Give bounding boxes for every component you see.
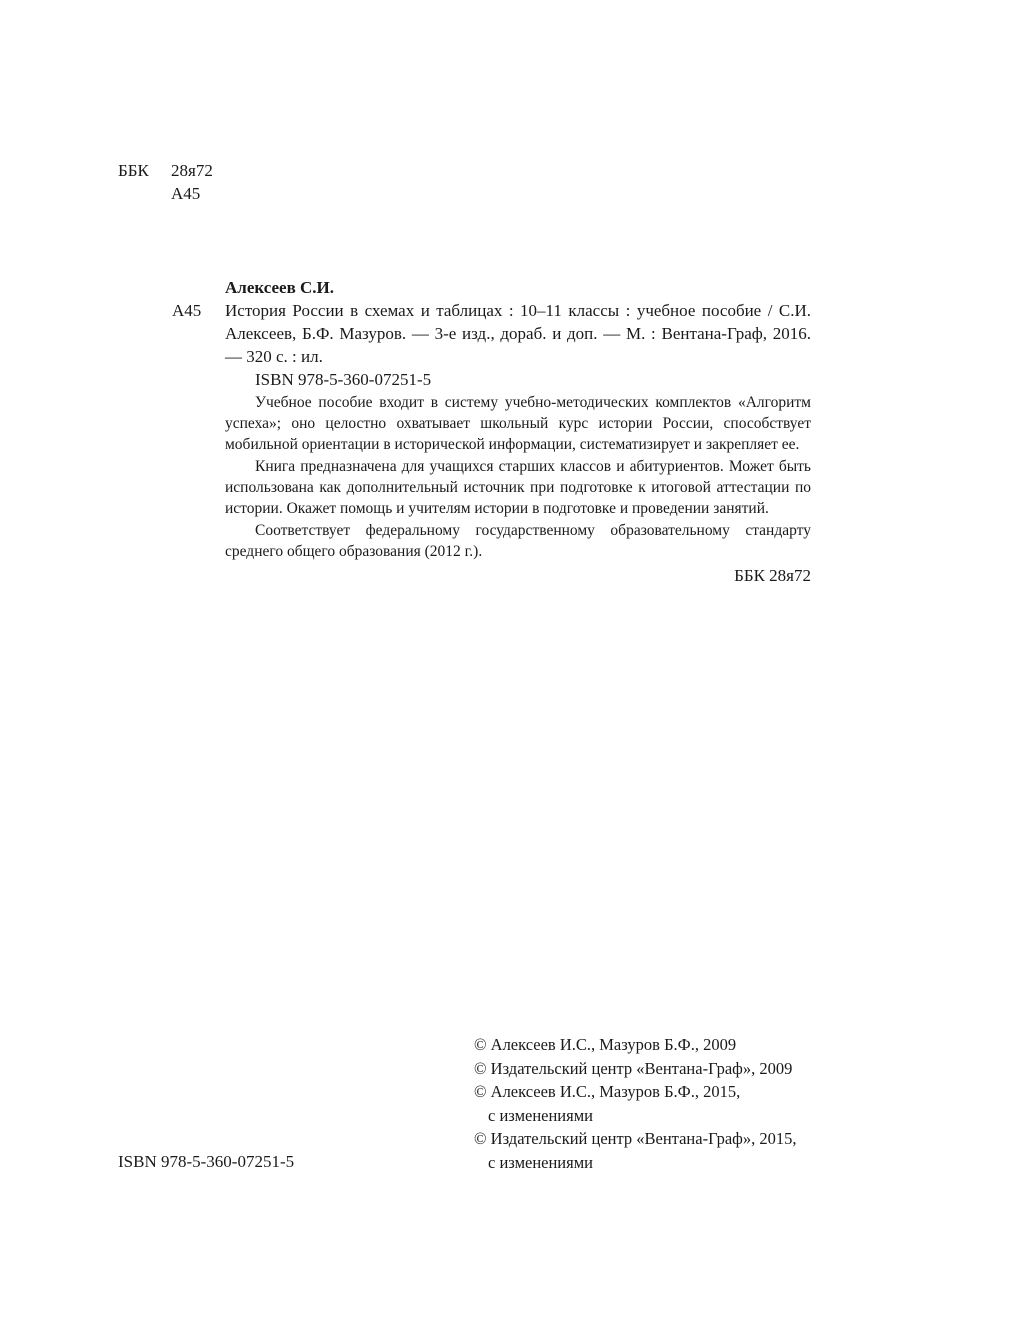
- record-author: Алексеев С.И.: [225, 278, 335, 297]
- classification-block: [118, 159, 213, 205]
- record-isbn: ISBN 978-5-360-07251-5: [255, 370, 432, 389]
- record-description: История России в схемах и таблицах : 10–11 классы : учебное пособие / С.И. Алексеев, Б.Ф. Мазуров. — 3-е изд., дораб. и доп. — М. : Вентана-Граф, 2016. — 320 с. : ил.: [225, 301, 811, 366]
- copyright-line: © Издательский центр «Вентана-Граф», 2009: [474, 1058, 793, 1078]
- author-sign: А45: [171, 184, 201, 203]
- copyright-line: © Издательский центр «Вентана-Граф», 2015,: [474, 1129, 797, 1148]
- bibliographic-record: [225, 276, 811, 587]
- record-bbk: ББК 28я72: [734, 566, 811, 585]
- bottom-isbn: ISBN 978-5-360-07251-5: [118, 1152, 295, 1171]
- bbk-label: ББК: [118, 161, 149, 180]
- annotation-paragraph: Учебное пособие входит в систему учебно-методических комплектов «Алгоритм успеха»; оно целостно охватывает школьный курс истории России, способствует мобильной ориентации в исторической информации, систематизирует и закрепляет ее.: [225, 394, 811, 453]
- copyright-continuation: с изменениями: [488, 1152, 594, 1172]
- copyright-line: © Алексеев И.С., Мазуров Б.Ф., 2009: [474, 1035, 737, 1054]
- annotation-paragraph: Книга предназначена для учащихся старших классов и абитуриентов. Может быть использована как дополнительный источник при подготовке к итоговой аттестации по истории. Окажет помощь и учителям истории в подготовке и проведении занятий.: [225, 458, 811, 517]
- copyright-line: © Алексеев И.С., Мазуров Б.Ф., 2015,: [474, 1082, 741, 1101]
- annotation-paragraph: Соответствует федеральному государственному образовательному стандарту среднего общего образования (2012 г.).: [225, 522, 811, 560]
- copyright-continuation: с изменениями: [488, 1105, 594, 1125]
- record-index: А45: [172, 301, 202, 320]
- bbk-code: 28я72: [171, 161, 213, 180]
- copyright-block: [474, 1033, 796, 1174]
